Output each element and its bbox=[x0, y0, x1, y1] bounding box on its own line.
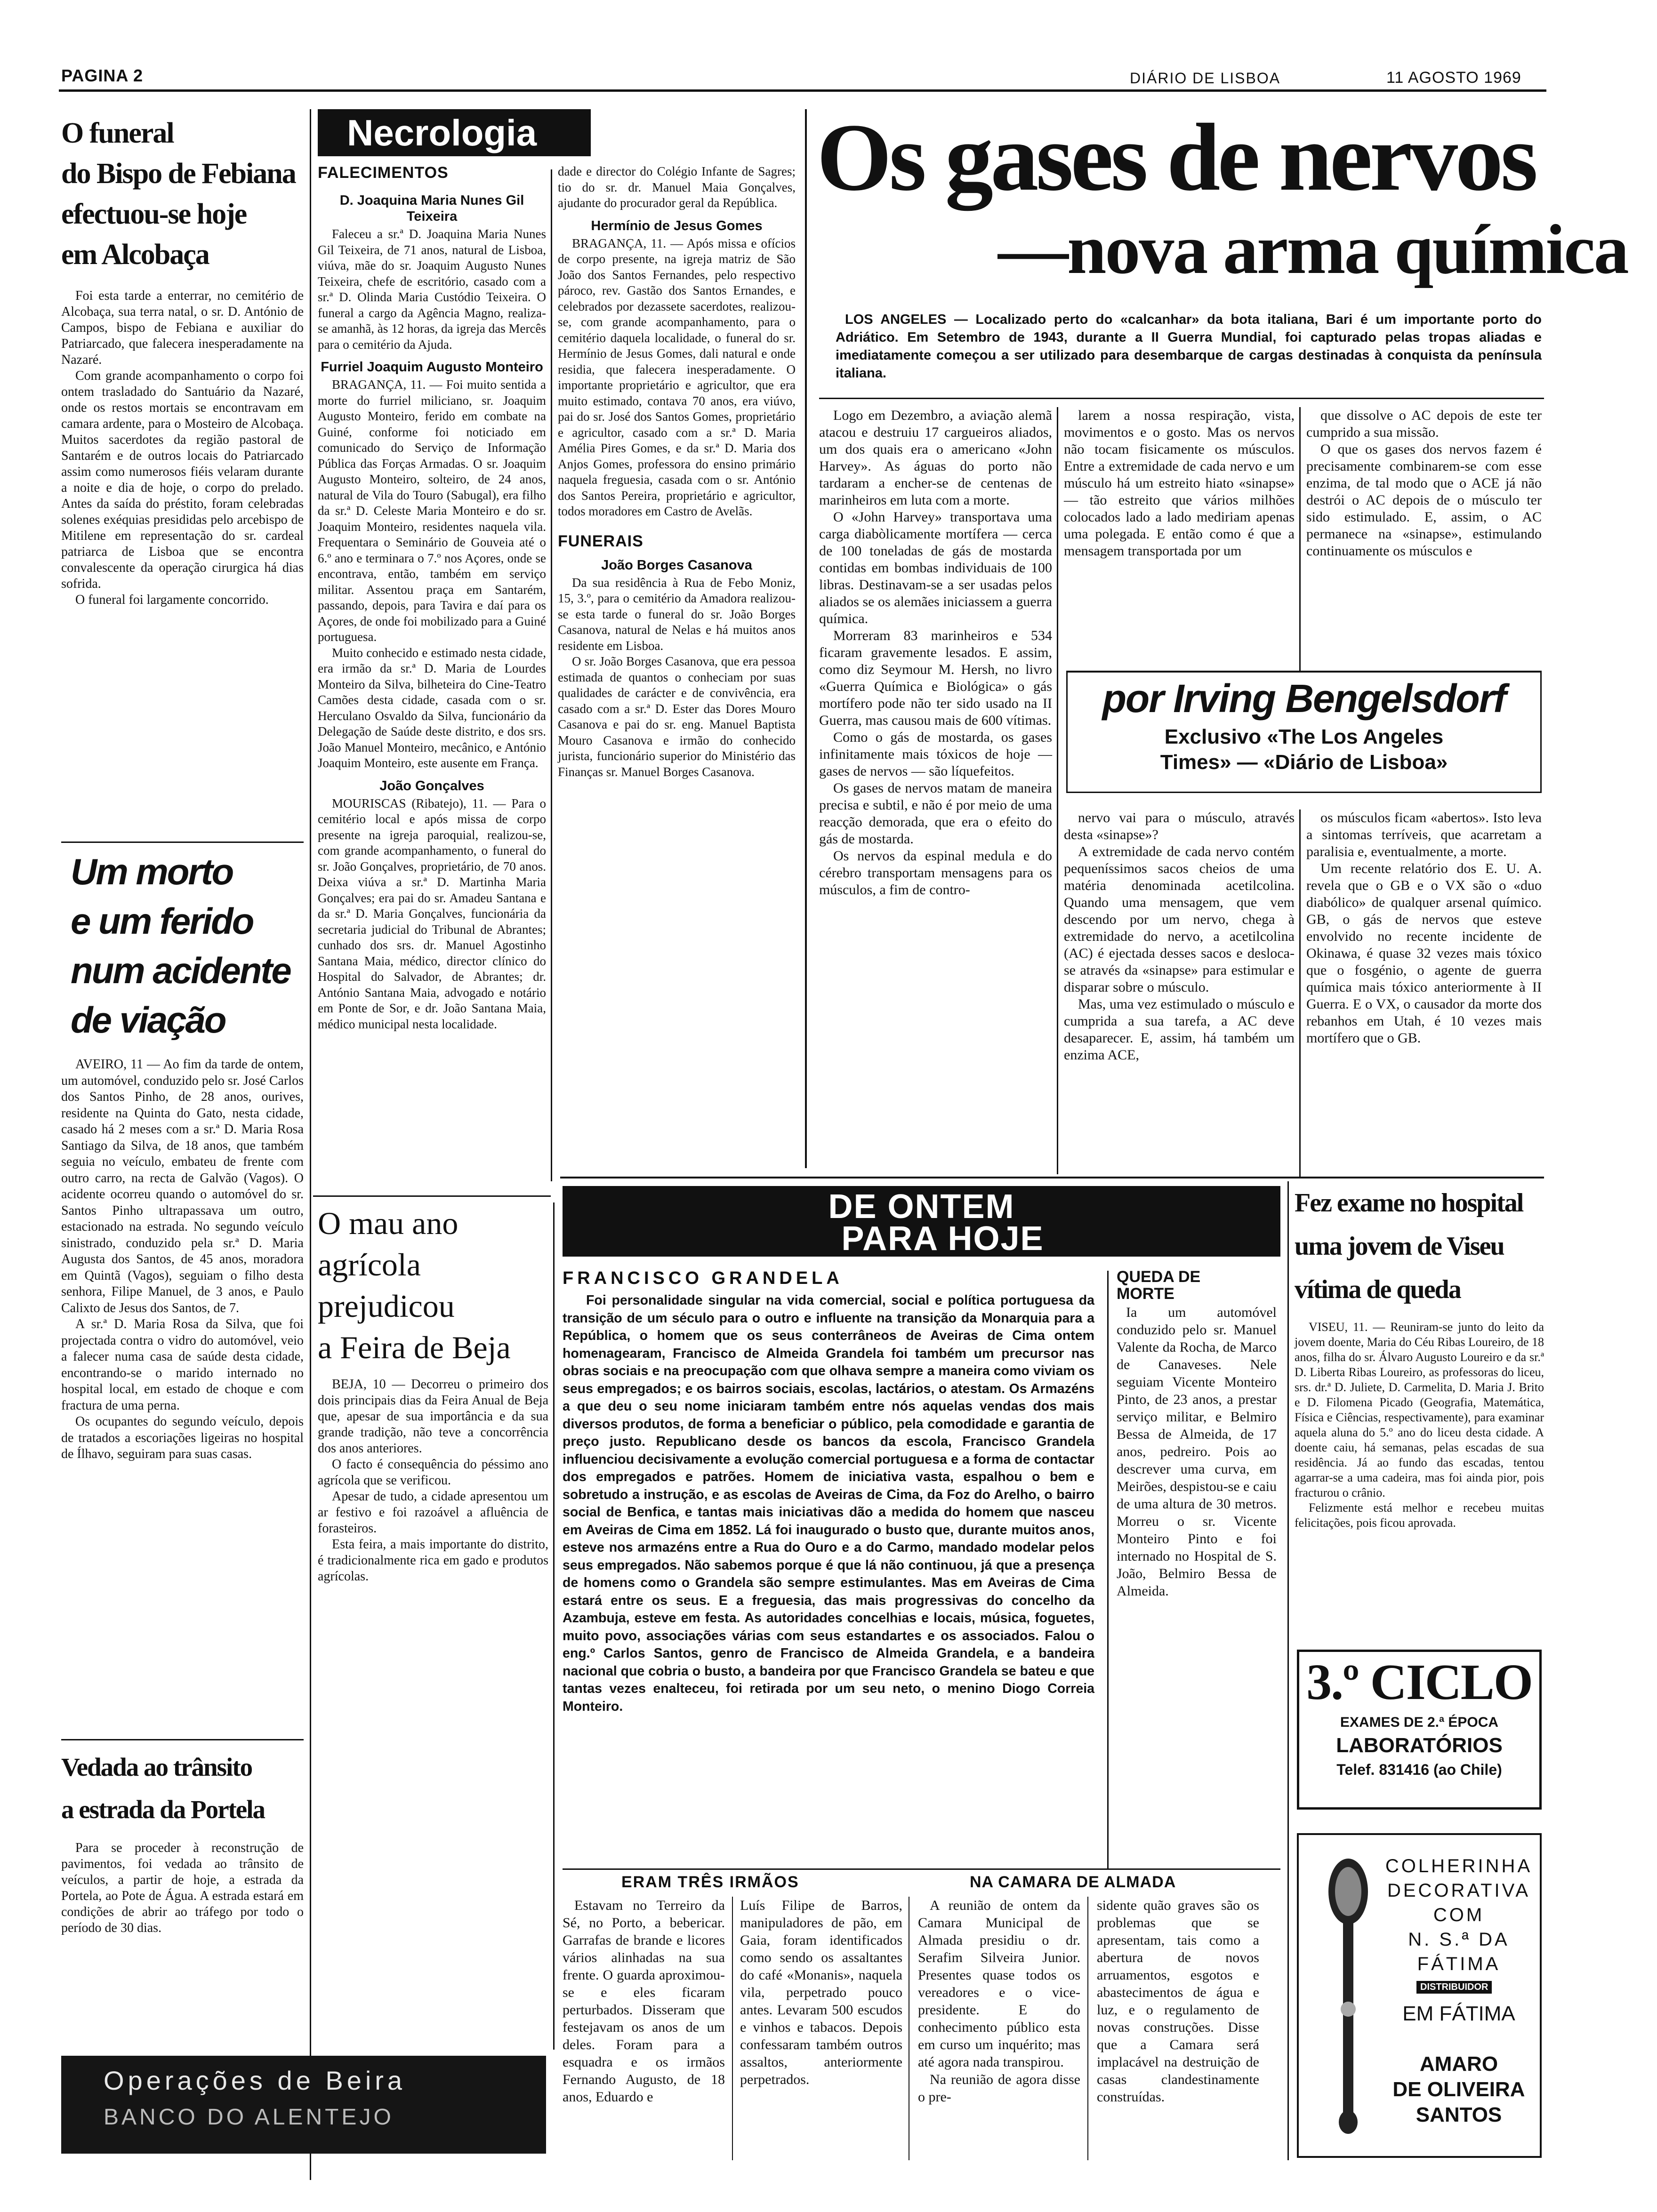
section-rule bbox=[563, 1868, 1280, 1870]
headline-line: e um ferido bbox=[71, 900, 253, 942]
paragraph: Mas, uma vez estimulado o músculo e cumprida a sua tarefa, a AC deve desaparecer. E, assim, há também um enzima ACE, bbox=[1064, 996, 1295, 1063]
almada-head: NA CAMARA DE ALMADA bbox=[970, 1873, 1176, 1891]
paragraph: A extremidade de cada nervo contém pequeníssimos sacos cheios de uma matéria denominada acetilcolina. Quando uma mensagem, que vem descendo por um nervo, chega à extremidade do nervo, a acetilcolina (AC) é ejectada desses sacos e desloca-se através da «sinapse» para estimular e disparar sobre o músculo. bbox=[1064, 844, 1295, 995]
colherinha-text bbox=[1384, 1854, 1534, 1976]
lead-rule bbox=[819, 398, 1544, 399]
paragraph: Faleceu a sr.ª D. Joaquina Maria Nunes Gil Teixeira, de 71 anos, natural de Lisboa, viúva, mãe do sr. Joaquim Augusto Nunes Teixeira, chefe de escritório, casado com a sr.ª D. Olinda Maria Custódio Teixeira. O funeral a cargo da Agência Magno, realiza-se amanhã, às 12 horas, da igreja das Mercês para o cemitério da Ajuda. bbox=[318, 227, 546, 352]
paragraph: BEJA, 10 — Decorreu o primeiro dos dois principais dias da Feira Anual de Beja que, apesar de sua importância e da sua grande tradição, não teve a concorrência dos anos anteriores. bbox=[318, 1377, 548, 1456]
necrologia-col1 bbox=[318, 186, 546, 1032]
obituary-name: D. Joaquina Maria Nunes Gil Teixeira bbox=[339, 193, 524, 224]
obituary-name: João Gonçalves bbox=[379, 778, 484, 793]
headline-line: em Alcobaça bbox=[61, 239, 209, 271]
queda-head: QUEDA DE MORTE bbox=[1117, 1268, 1201, 1303]
column-divider bbox=[732, 1897, 733, 2160]
almada-col1 bbox=[918, 1897, 1080, 2106]
byline-box bbox=[1066, 671, 1542, 793]
column-divider bbox=[805, 109, 807, 1168]
paragraph: O facto é consequência do péssimo ano agrícola que se verificou. bbox=[318, 1457, 548, 1488]
column-divider bbox=[1299, 407, 1301, 671]
almada-para: A reunião de ontem da Camara Municipal de Almada presidiu o dr. Serafim Silveira Junior. Presentes quase todos os vereadores e o vice-presidente. E do conhecimento público esta em curso um inquérito; mas até agora nada transpirou. bbox=[918, 1898, 1080, 2070]
paragraph: O que os gases dos nervos fazem é precisamente combinarem-se com esse enzima, de tal modo que o ACE já não destrói o AC depois de o músculo ter sido estimulado. E, assim, o AC permanece na «sinapse», estimulando continuamente os músculos e bbox=[1306, 441, 1542, 559]
headline-line: O funeral bbox=[61, 117, 174, 149]
headline-line: Um morto bbox=[71, 851, 233, 892]
paragraph: nervo vai para o músculo, através desta «sinapse»? bbox=[1064, 810, 1295, 842]
section-rule bbox=[61, 842, 304, 843]
paragraph: Um recente relatório dos E. U. A. revela que o GB e o VX são o «duo diabólico» de qualquer arsenal químico. GB, o gás de nervos que esteve envolvido no recente incidente de Okinawa, é quase 32 vezes mais tóxico que o fosgénio, o agente de guerra química mais tóxico anteriormente à II Guerra. E o VX, o causador da morte dos rebanhos em Utah, é 10 vezes mais mortífero que o GB. bbox=[1306, 861, 1542, 1046]
ad-line: FÁTIMA bbox=[1417, 1954, 1501, 1974]
gases-col2 bbox=[1064, 407, 1295, 560]
falecimentos-head: FALECIMENTOS bbox=[318, 164, 449, 182]
headline-line: prejudicou bbox=[318, 1288, 455, 1324]
paragraph: BRAGANÇA, 11. — Foi muito sentida a morte do furriel miliciano, sr. Joaquim Augusto Monteiro, ferido em combate na Guiné, conforme foi noticiado em comunicado do Serviço de Informação Pública das Forças Armadas. O sr. Joaquim Augusto Monteiro, solteiro, de 24 anos, natural de Vila do Touro (Sabugal), era filho da sr.ª D. Celeste Maria Monteiro e do sr. Joaquim Monteiro, residentes naquela vila. Frequentara o Seminário de Gouveia até o 6.º ano e terminara o 7.º nos Açores, onde se encontrava, então, também em serviço militar. Assentou praça em Santarém, passando, depois, para Tavira e daí para os Açores, de onde foi mobilizado para a Guiné portuguesa. bbox=[318, 377, 546, 644]
paragraph: AVEIRO, 11 — Ao fim da tarde de ontem, um automóvel, conduzido pelo sr. José Carlos dos Santos Pinho, de 28 anos, ourives, residente na Quinta do Gato, nesta cidade, casado há 2 meses com a sr.ª D. Maria Rosa Santiago da Silva, de 18 anos, que também seguia no veículo, embateu de frente com outro carro, na recta de Galvão (Vagos). O acidente ocorreu quando o automóvel do sr. Santos Pinho ultrapassava um outro, estacionado na estrada. No segundo veículo sinistrado, conduzido pela sr.ª D. Maria Augusta dos Santos, de 45 anos, moradora em Quintã (Vagos), seguiam o filho desta senhora, Filipe Manuel, de 3 anos, e Paulo Calixto de Jesus dos Santos, de 7. bbox=[61, 1057, 304, 1315]
banner-line: PARA HOJE bbox=[841, 1220, 1044, 1258]
banner-line: DE ONTEM bbox=[828, 1188, 1015, 1226]
headline-line: de viação bbox=[71, 999, 225, 1041]
paragraph: os músculos ficam «abertos». Isto leva a sintomas terríveis, que acarretam a paralisia e, eventualmente, a morte. bbox=[1306, 810, 1542, 859]
accident-headline bbox=[71, 847, 304, 1045]
name-line: SANTOS bbox=[1416, 2103, 1502, 2126]
section-rule bbox=[560, 1177, 1544, 1178]
ciclo-line: LABORATÓRIOS bbox=[1336, 1734, 1503, 1757]
headline-line: do Bispo de Febiana bbox=[61, 158, 296, 190]
headline-line: O mau ano bbox=[318, 1205, 458, 1241]
headline-line: a Feira de Beja bbox=[318, 1330, 511, 1365]
name-line: AMARO bbox=[1419, 2052, 1498, 2076]
paragraph: larem a nossa respiração, vista, movimentos e o gosto. Mas os nervos não tocam fisicamente os músculos. Entre a extremidade de cada nervo e um músculo há um estreito hiato «sinapse» — tão estreito que vários milhões colocados lado a lado mediriam apenas uma polegada. E então como é que a mensagem transportada por um bbox=[1064, 408, 1295, 559]
paragraph: Os gases de nervos matam de maneira precisa e subtil, e não é por meio de uma reacção demorada, que era o efeito do gás de mostarda. bbox=[819, 780, 1052, 847]
viseu-headline bbox=[1295, 1181, 1544, 1311]
necrologia-col2 bbox=[558, 164, 796, 780]
paragraph: Apesar de tudo, a cidade apresentou um ar festivo e foi razoável a afluência de forasteiros. bbox=[318, 1489, 548, 1536]
colherinha-ad bbox=[1297, 1833, 1542, 2158]
accident-body bbox=[61, 1057, 304, 1463]
headline-line: a estrada da Portela bbox=[61, 1795, 265, 1824]
colherinha-name bbox=[1384, 2052, 1534, 2128]
viseu-body bbox=[1295, 1320, 1544, 1531]
paragraph: Como o gás de mostarda, os gases infinitamente mais tóxicos de hoje — gases de nervos — são líquefeitos. bbox=[819, 729, 1052, 779]
headline-line: vítima de queda bbox=[1295, 1275, 1461, 1304]
paragraph: O «John Harvey» transportava uma carga diabòlicamente mortífera — cerca de 100 toneladas de gás de mostarda contidas em bombas individuais de 100 libras. Destinavam-se a ser usadas pelos aliados se os alemães iniciassem a guerra química. bbox=[819, 509, 1052, 626]
paragraph: Os nervos da espinal medula e do cérebro transportam mensagens para os músculos, a fim de contro- bbox=[819, 848, 1052, 898]
irmaos-head: ERAM TRÊS IRMÃOS bbox=[621, 1873, 799, 1891]
ad-line: DECORATIVA bbox=[1387, 1880, 1531, 1901]
irmaos-col1: Estavam no Terreiro da Sé, no Porto, a bebericar. Garrafas de brande e licores vários alinhadas na sua frente. O guarda aproximou-se e eles ficaram perturbados. Disseram que festejavam os anos de um deles. Foram para a esquadra e os irmãos Fernando Augusto, de 18 anos, Eduardo e bbox=[563, 1898, 725, 2105]
column-divider bbox=[310, 109, 311, 2180]
accident-article bbox=[61, 847, 304, 1463]
paragraph: Da sua residência à Rua de Febo Moniz, 15, 3.º, para o cemitério da Amadora realizou-se esta tarde o funeral do sr. João Borges Casanova, natural de Nelas e há muitos anos residente em Lisboa. bbox=[558, 575, 796, 653]
obituary-name: João Borges Casanova bbox=[601, 557, 752, 573]
column-divider bbox=[1057, 407, 1058, 1174]
paragraph: Felizmente está melhor e recebeu muitas felicitações, pois ficou aprovada. bbox=[1295, 1501, 1544, 1530]
headline-line: Vedada ao trânsito bbox=[61, 1753, 252, 1781]
mau-ano-article bbox=[318, 1202, 548, 1585]
paragraph: VISEU, 11. — Reuniram-se junto do leito da jovem doente, Maria do Céu Ribas Loureiro, de 18 anos, filha do sr. Álvaro Augusto Loureiro e da sr.ª D. Liberta Ribas Loureiro, as professoras do liceu, srs. dr.ª D. Juliete, D. Carmelita, D. Maria J. Brito e D. Filomena Picado (Geografia, Matemática, Física e Ciências, respectivamente), para examinar aquela aluna do 5.º ano do liceu desta cidade. A doente caiu, há semanas, pelas escadas de sua residência. Já ao fundo das escadas, tentou agarrar-se a uma cadeira, mas foi ainda pior, pois fracturou o crânio. bbox=[1295, 1320, 1544, 1499]
paragraph: Com grande acompanhamento o corpo foi ontem trasladado do Santuário da Nazaré, onde os restos mortais se encontravam em camara ardente, para o Mosteiro de Alcobaça. Muitos sacerdotes da região pastoral de Santarém e de outros locais do Patriarcado assim como numerosos fiéis velaram durante a noite e dia de hoje, o corpo do prelado. Antes da saída do préstito, foram celebradas solenes exéquias presididas pelo arcebispo de Mitilene em representação do sr. cardeal patriarca de Lisboa que se encontra convalescente da operação cirurgica há dias sofrida. bbox=[61, 369, 304, 591]
ciclo-ad bbox=[1297, 1650, 1542, 1810]
paragraph: O sr. João Borges Casanova, que era pessoa estimada de quantos o conheciam por suas qualidades de carácter e de convivência, era casado com a sr.ª D. Ester das Dores Mouro Casanova e pai do sr. eng. Manuel Baptista Mouro Casanova e irmão do conhecido jurista, funcionário superior do Ministério das Finanças sr. Manuel Borges Casanova. bbox=[558, 654, 796, 779]
paragraph: MOURISCAS (Ribatejo), 11. — Para o cemitério local e após missa de corpo presente na igreja paroquial, realizou-se, com grande acompanhamento, o funeral do sr. João Gonçalves, proprietário, de 70 anos. Deixa viúva a sr.ª D. Martinha Maria Gonçalves; era pai do sr. Amadeu Santana e da sr.ª D. Maria Gonçalves, funcionária da secretaria judicial do Tribunal de Abrantes; cunhado dos srs. dr. Manuel Agostinho Santana Maia, médico, director clínico do Hospital do Salvador, de Abrantes; dr. António Santana Maia, advogado e notário em Ponte de Sor, e dr. João Santana Maia, médico municipal nesta localidade. bbox=[318, 796, 546, 1031]
column-divider bbox=[1299, 809, 1301, 1177]
gases-headline-2: —nova arma química bbox=[998, 210, 1628, 289]
ad-line: Operações de Beira bbox=[104, 2066, 406, 2095]
gases-col3b bbox=[1306, 809, 1542, 1047]
section-head: FUNERAIS bbox=[558, 532, 643, 550]
almada-para: Na reunião de agora disse o pre- bbox=[918, 2072, 1080, 2105]
headline-line: efectuou-se hoje bbox=[61, 198, 247, 230]
ad-line: COLHERINHA bbox=[1385, 1856, 1533, 1876]
column-divider bbox=[1087, 1897, 1088, 2160]
masthead-rule bbox=[59, 89, 1546, 92]
funeral-body bbox=[61, 288, 304, 608]
paragraph: Logo em Dezembro, a aviação alemã atacou e destruiu 17 cargueiros aliados, um dos quais era o americano «John Harvey». As águas do porto não tardaram a encher-se de centenas de marinheiros em luta com a morte. bbox=[819, 408, 1052, 508]
mau-ano-body bbox=[318, 1377, 548, 1585]
headline-line: agrícola bbox=[318, 1247, 421, 1282]
mau-ano-headline bbox=[318, 1202, 548, 1368]
banco-alentejo-ad bbox=[61, 2056, 546, 2154]
paragraph: dade e director do Colégio Infante de Sagres; tio do sr. dr. Manuel Maia Gonçalves, ajudante do procurador geral da República. bbox=[558, 164, 796, 210]
funeral-article bbox=[61, 113, 304, 608]
paragraph: Os ocupantes do segundo veículo, depois de tratados a escoriações ligeiras no hospital de Ílhavo, seguiram para suas casas. bbox=[61, 1414, 304, 1461]
byline-sub: Exclusivo «The Los Angeles bbox=[1164, 725, 1444, 748]
name-line: DE OLIVEIRA bbox=[1392, 2078, 1525, 2101]
road-body bbox=[61, 1840, 304, 1936]
ad-line: BANCO DO ALENTEJO bbox=[104, 2105, 394, 2130]
ciclo-big: 3.º CICLO bbox=[1306, 1654, 1532, 1710]
gases-headline-1: Os gases de nervos bbox=[817, 104, 1536, 211]
headline-line: Fez exame no hospital bbox=[1295, 1188, 1523, 1218]
paragraph: que dissolve o AC depois de este ter cumprido a sua missão. bbox=[1306, 408, 1542, 440]
colherinha-dist: DISTRIBUIDOR bbox=[1416, 1981, 1492, 1994]
road-headline bbox=[61, 1746, 304, 1831]
paragraph: Morreram 83 marinheiros e 534 ficaram gravemente lesados. E assim, como diz Seymour M. Hersh, no livro «Guerra Química e Biológica» o gás mortífero pode não ter sido usado na II Guerra, mas causou mais de 600 vítimas. bbox=[819, 628, 1052, 728]
ciclo-line: EXAMES DE 2.ª ÉPOCA bbox=[1340, 1715, 1499, 1730]
column-divider bbox=[551, 169, 552, 1181]
section-rule bbox=[313, 1195, 551, 1197]
paragraph: Foi esta tarde a enterrar, no cemitério de Alcobaça, sua terra natal, o sr. D. António de Campos, bispo de Febiana e auxiliar do Patriarcado, que falecera inesperadamente na Nazaré. bbox=[61, 289, 304, 367]
colherinha-place: EM FÁTIMA bbox=[1402, 2002, 1515, 2025]
ontem-banner bbox=[563, 1186, 1280, 1257]
paragraph: A sr.ª D. Maria Rosa da Silva, que foi projectada contra o vidro do automóvel, veio a falecer numa casa de saúde desta cidade, encontrando-se o marido internado no hospital local, em estado de choque e com fractura de uma perna. bbox=[61, 1317, 304, 1413]
column-divider bbox=[1287, 1181, 1289, 2160]
queda-body: Ia um automóvel conduzido pelo sr. Manuel Valente da Rocha, de Marco de Canaveses. Nele seguiam Vicente Monteiro Pinto, de 23 anos, a prestar serviço militar, e Belmiro Bessa de Almeida, de 17 anos, pedreiro. Pois ao descrever uma curva, em Meirões, despistou-se e caiu de uma altura de 30 metros. Morreu o sr. Vicente Monteiro Pinto e foi internado no Hospital de S. João, Belmiro Bessa de Almeida. bbox=[1117, 1305, 1277, 1599]
headline-line: uma jovem de Viseu bbox=[1295, 1232, 1504, 1261]
column-divider bbox=[1107, 1271, 1109, 1868]
paragraph: BRAGANÇA, 11. — Após missa e ofícios de corpo presente, na igreja matriz de São João dos Santos Fernandes, pelo respectivo pároco, rev. Gastão dos Santos Ernandes, e celebrados por dezassete sacerdotes, realizou-se, com grande acompanhamento, para o cemitério daquela localidade, o funeral do sr. Hermínio de Jesus Gomes, dali natural e onde residia, que falecera inesperadamente. O importante proprietário e agricultor, que era muito estimado, contava 70 anos, era viúvo, pai do sr. José dos Santos Gomes, proprietário e agricultor, casado com a sr.ª D. Maria Amélia Pires Gomes, e da sr.ª D. Maria dos Anjos Gomes, professora do ensino primário naquela freguesia, casada com o sr. António dos Santos Pereira, proprietário e agricultor, todos moradores em Castro de Avelãs. bbox=[558, 236, 796, 518]
paragraph: Para se proceder à reconstrução de pavimentos, foi vedada ao trânsito de veículos, a partir de hoje, a estrada da Portela, ao Pote de Água. A estrada estará em condições de abrir ao tráfego por todo o período de 30 dias. bbox=[61, 1841, 304, 1935]
almada-col2: sidente quão graves são os problemas que se apresentam, tais como a abertura de novos arruamentos, esgotos e abastecimentos de água e luz, e o regulamento de novas construções. Disse que a Camara será implacável na destruição de casas clandestinamente construídas. bbox=[1097, 1898, 1259, 2105]
road-article bbox=[61, 1746, 304, 1936]
paragraph: Esta feira, a mais importante do distrito, é tradicionalmente rica em gado e produtos agrícolas. bbox=[318, 1537, 548, 1584]
gases-col1 bbox=[819, 407, 1052, 898]
grandela-head: FRANCISCO GRANDELA bbox=[563, 1268, 843, 1288]
necrologia-banner: Necrologia bbox=[318, 109, 591, 156]
funeral-headline bbox=[61, 113, 304, 275]
section-rule bbox=[61, 1739, 304, 1740]
column-divider bbox=[553, 1202, 555, 2050]
paragraph: Muito conhecido e estimado nesta cidade, era irmão da sr.ª D. Maria de Lourdes Monteiro da Silva, bilheteira do Cine-Teatro Camões desta cidade, casada com o sr. Herculano Osvaldo da Silva, funcionário da Delegação de Saúde deste distrito, e dos srs. João Manuel Monteiro, mecânico, e António Joaquim Monteiro, este ausente em França. bbox=[318, 645, 546, 770]
issue-date: 11 AGOSTO 1969 bbox=[1386, 69, 1521, 87]
grandela-body: Foi personalidade singular na vida comercial, social e política portuguesa da transição de um século para o outro e influente na transição da Monarquia para a República, o homem que os seus conterrâneos de Aveiras de Cima ontem homenagearam, Francisco de Almeida Grandela foi também um precursor nas obras sociais e na preocupação com que olhava sempre a maneira como viviam os seus empregados; e os bairros sociais, escolas, lactários, o atestam. Os Armazéns a que deu o seu nome iniciaram também entre nós aquelas vendas dos mais diversos produtos, de forma a beneficiar o público, pela comodidade e garantia de preço justo. Republicano desde os bancos da escola, Francisco Grandela influenciou decisivamente a evolução comercial portuguesa e a forma de contactar dos empregados e patrões. Homem de iniciativa vasta, espalhou o bem e sobretudo a instrução, e as escolas de Aveiras de Cima, da Foz do Arelho, o bairro social de Benfica, e tantas mais iniciativas dão a medida do homem que nasceu em Aveiras de Cima em 1852. Lá foi inaugurado o busto que, durante muitos anos, esteve nos armazéns entre a Rua do Ouro e a do Carmo, mandado modelar pelos seus empregados. Não sabemos porque é que lá não continuou, já que a presença de homens como o Grandela são sempre estimulantes. Mas em Aveiras de Cima estará entre os seus. E a freguesia, das mais progressivas do concelho da Azambuja, esteve em festa. As autoridades concelhias e locais, música, foguetes, muito povo, associações várias com seus estandartes e os associados. Falou o eng.º Carlos Santos, genro de Francisco de Almeida Grandela, e a bandeira nacional que cobria o busto, a bandeira por que Francisco Grandela se bateu e que tantas vezes enalteceu, foi retirada por um seu neto, o menino Diogo Correia Monteiro. bbox=[563, 1293, 1094, 1714]
ciclo-line: Telef. 831416 (ao Chile) bbox=[1336, 1761, 1502, 1778]
spoon-icon bbox=[1322, 1854, 1374, 2136]
ad-line: COM bbox=[1433, 1905, 1485, 1925]
obituary-name: Hermínio de Jesus Gomes bbox=[591, 218, 763, 233]
paper-name: DIÁRIO DE LISBOA bbox=[1130, 70, 1281, 87]
gases-lead: LOS ANGELES — Localizado perto do «calcanhar» da bota italiana, Bari é um importante porto do Adriático. Em Setembro de 1943, durante a II Guerra Mundial, foi capturado pelas tropas aliadas e imediatamente começou a ser utilizado para desembarque de cargas destinadas à conquista da península italiana. bbox=[836, 312, 1542, 381]
page-number: PAGINA 2 bbox=[61, 66, 144, 85]
irmaos-col2: Luís Filipe de Barros, manipuladores de pão, em Gaia, foram identificados como sendo os assaltantes do café «Monanis», naquela vila, perpetrado pouco antes. Levaram 500 escudos e vinhos e tabacos. Depois confessaram também outros assaltos, anteriormente perpetrados. bbox=[740, 1898, 902, 2087]
gases-col2b bbox=[1064, 809, 1295, 1064]
gases-col3 bbox=[1306, 407, 1542, 560]
viseu-article bbox=[1295, 1181, 1544, 1531]
ad-line: N. S.ª DA bbox=[1408, 1929, 1510, 1950]
byline-sub: Times» — «Diário de Lisboa» bbox=[1160, 751, 1448, 774]
headline-line: num acidente bbox=[71, 950, 290, 991]
obituary-name: Furriel Joaquim Augusto Monteiro bbox=[321, 360, 543, 375]
byline-author: por Irving Bengelsdorf bbox=[1102, 676, 1506, 721]
paragraph: O funeral foi largamente concorrido. bbox=[75, 593, 269, 607]
